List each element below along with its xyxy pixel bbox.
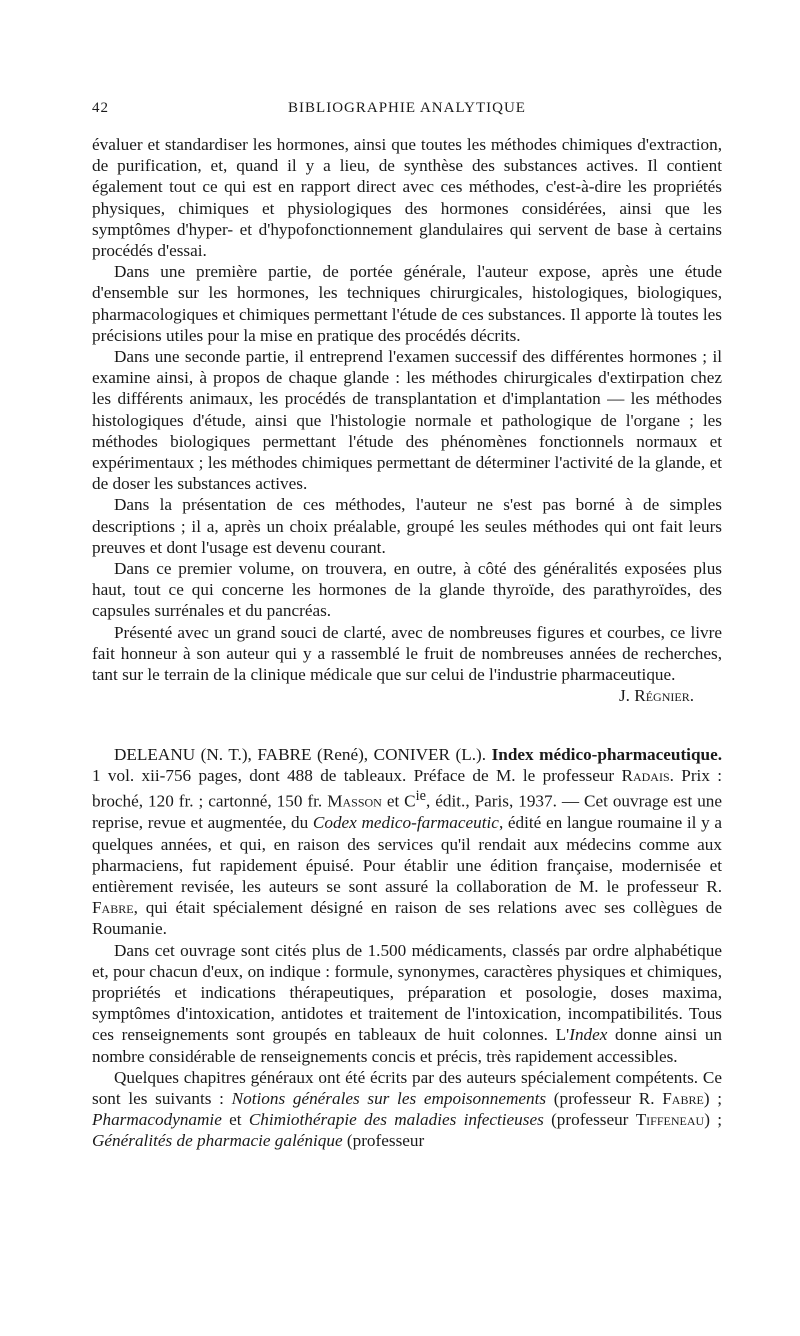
- review-1-paragraph-6-text: Présenté avec un grand souci de clarté, avec de nombreuses figures et courbes, ce livre fait honneur à son auteur qui y a rassemblé le fruit de nombreuses années de recherches, tant sur le terrain de la clinique médicale que sur celui de l'industrie pharmaceutique.: [92, 622, 722, 685]
- book-title: Index: [569, 1025, 608, 1045]
- reviewer-signature: J. Régnier.: [618, 686, 694, 706]
- entry-text: (professeur R.: [553, 1088, 655, 1108]
- review-2-paragraph-3: [92, 1067, 722, 1152]
- chapter-title: Pharmacodynamie: [92, 1110, 222, 1130]
- superscript: ie: [415, 788, 426, 805]
- publisher-name: Masson: [327, 792, 382, 812]
- book-title: Codex medico-farmaceutic: [312, 813, 499, 833]
- entry-text: . Prix : broché, 120 fr. ; cartonné, 150 fr.: [92, 766, 723, 812]
- review-1: [92, 134, 722, 706]
- review-1-paragraph-3: Dans une seconde partie, il entreprend l'examen successif des différentes hormones ; il examine ainsi, à propos de chaque glande : les méthodes chirurgicales d'extirpation chez les différents animaux, les procédés de transplantation et d'implantation — les méthodes histologiques d'étude, ainsi que l'histologie normale et pathologique de l'organe ; les méthodes biologiques permettant l'étude des phénomènes fonctionnels normaux et expérimentaux ; les méthodes chimiques permettant de déterminer l'activité de la glande, et de doser les substances actives.: [92, 347, 722, 494]
- review-1-paragraph-1: évaluer et standardiser les hormones, ainsi que toutes les méthodes chimiques d'extraction, de purification, et, quand il y a lieu, de synthèse des substances actives. Il contient également tout ce qui est en rapport direct avec ces méthodes, c'est-à-dire les propriétés physiques, chimiques et physiologiques des hormones considérées, ainsi que les symptômes d'hyper- et d'hypofonctionnement glandulaires qui servent de base à certains procédés d'essai.: [92, 135, 722, 261]
- review-1-paragraph-5: Dans ce premier volume, on trouvera, en outre, à côté des généralités exposées plus haut, tout ce qui concerne les hormones de la glande thyroïde, des parathyroïdes, des capsules surrénales et du pancréas.: [92, 559, 722, 621]
- chapter-title: Généralités de pharmacie galénique: [92, 1131, 343, 1151]
- entry-text: et C: [386, 792, 416, 812]
- entry-text: Quelques chapitres généraux ont été écrits par des auteurs spécialement compétents. Ce sont les suivants :: [92, 1067, 722, 1108]
- person-name: Fabre: [662, 1088, 704, 1108]
- page-number: 42: [92, 100, 109, 116]
- person-name: Radais: [621, 766, 670, 786]
- entry-text: Dans cet ouvrage sont cités plus de 1.500 médicaments, classés par ordre alphabétique et, pour chacun d'eux, on indique : formule, synonymes, caractères physiques et chimiques, propriétés et indications thérapeutiques, préparation et posologie, doses maxima, symptômes d'intoxication, antidotes et traitement de l'intoxication, incompatibilités. Tous ces renseignements sont groupés en tableaux de huit colonnes. L': [92, 940, 722, 1045]
- page-header: [92, 100, 722, 122]
- person-name: Fabre: [92, 898, 134, 918]
- entry-text: (professeur: [346, 1131, 425, 1151]
- chapter-title: Chimiothérapie des maladies infectieuses: [248, 1110, 544, 1130]
- review-1-paragraph-2: Dans une première partie, de portée générale, l'auteur expose, après une étude d'ensemble sur les hormones, les techniques chirurgicales, histologiques, biologiques, pharmacologiques et chimiques permettant l'étude de ces substances. Il apporte là toutes les précisions utiles pour la mise en pratique des procédés décrits.: [92, 262, 722, 345]
- running-head: BIBLIOGRAPHIE ANALYTIQUE: [288, 100, 526, 116]
- review-2-paragraph-1: [92, 744, 722, 940]
- entry-text: , qui était spécialement désigné en raison de ses relations avec ses collègues de Roumanie.: [92, 898, 722, 939]
- review-2-paragraph-2: [92, 940, 722, 1067]
- entry-text: , édité en langue roumaine il y a quelques années, et qui, en raison des services qu'il rendait aux médecins comme aux pharmaciens, fut rapidement épuisé. Pour établir une édition française, modernisée et entièrement revisée, les auteurs se sont assuré la collaboration de M. le professeur R.: [92, 813, 723, 896]
- entry-text: (professeur: [551, 1110, 629, 1130]
- review-1-paragraph-4: Dans la présentation de ces méthodes, l'auteur ne s'est pas borné à de simples descriptions ; il a, après un choix préalable, groupé les seules méthodes qui ont fait leurs preuves et dont l'usage est devenu courant.: [92, 495, 722, 557]
- entry-text: 1 vol. xii-756 pages, dont 488 de tableaux. Préface de M. le professeur: [92, 766, 615, 786]
- entry-text: et: [229, 1110, 242, 1130]
- entry-text: ) ;: [703, 1088, 723, 1108]
- entry-text: ) ;: [704, 1110, 722, 1130]
- entry-text: , édit., Paris, 1937. — Cet ouvrage est une reprise, revue et augmentée, du: [92, 792, 723, 833]
- entry-title: Index médico-pharmaceutique.: [491, 745, 722, 764]
- review-1-paragraph-6: [92, 622, 722, 706]
- person-name: Tiffeneau: [635, 1110, 705, 1130]
- entry-text: donne ainsi un nombre considérable de renseignements concis et précis, très rapidement accessibles.: [92, 1025, 723, 1066]
- review-2: [92, 744, 722, 1152]
- entry-authors: DELEANU (N. T.), FABRE (René), CONIVER (L.).: [114, 745, 487, 764]
- chapter-title: Notions générales sur les empoisonnements: [231, 1088, 547, 1108]
